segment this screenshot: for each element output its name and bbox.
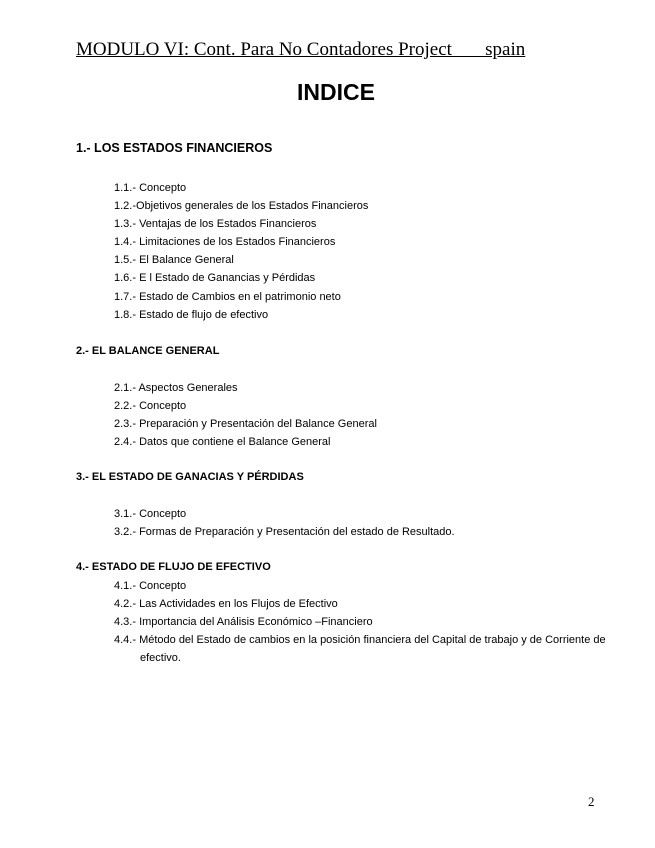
page-number: 2 <box>588 794 595 809</box>
section-heading-3: 3.- EL ESTADO DE GANACIAS Y PÉRDIDAS <box>76 471 304 483</box>
running-header: MODULO VI: Cont. Para No Contadores Project spain <box>76 39 526 60</box>
section-1-items <box>114 179 368 324</box>
section-heading-1: 1.- LOS ESTADOS FINANCIEROS <box>76 141 273 155</box>
toc-item-1-4: 1.4.- Limitaciones de los Estados Financieros <box>114 236 336 249</box>
toc-item-2-1: 2.1.- Aspectos Generales <box>114 382 238 394</box>
toc-item-4-4: 4.4.- Método del Estado de cambios en la posición financiera del Capital de trabajo y de Corriente de efectivo. <box>114 634 606 665</box>
toc-item-4-1: 4.1.- Concepto <box>114 580 187 592</box>
page-title: INDICE <box>297 79 375 105</box>
toc-item-2-3: 2.3.- Preparación y Presentación del Balance General <box>114 418 377 431</box>
toc-item-1-3: 1.3.- Ventajas de los Estados Financieros <box>114 218 317 231</box>
toc-item-2-4: 2.4.- Datos que contiene el Balance General <box>114 436 331 449</box>
section-heading-4: 4.- ESTADO DE FLUJO DE EFECTIVO <box>76 561 271 573</box>
toc-item-4-3: 4.3.- Importancia del Análisis Económico –Financiero <box>114 616 373 629</box>
toc-item-1-6: 1.6.- E l Estado de Ganancias y Pérdidas <box>114 272 316 285</box>
toc-item-1-7: 1.7.- Estado de Cambios en el patrimonio neto <box>114 290 341 303</box>
section-2-items <box>114 379 377 451</box>
toc-item-4-2: 4.2.- Las Actividades en los Flujos de Efectivo <box>114 598 338 611</box>
section-4-items <box>114 577 610 667</box>
toc-item-1-5: 1.5.- El Balance General <box>114 254 234 267</box>
section-3-items <box>114 505 455 541</box>
section-heading-2: 2.- EL BALANCE GENERAL <box>76 345 220 357</box>
toc-item-1-8: 1.8.- Estado de flujo de efectivo <box>114 308 269 321</box>
toc-item-2-2: 2.2.- Concepto <box>114 400 187 413</box>
toc-item-3-1: 3.1.- Concepto <box>114 508 187 520</box>
toc-item-1-2: 1.2.-Objetivos generales de los Estados Financieros <box>114 200 369 213</box>
toc-item-1-1: 1.1.- Concepto <box>114 182 187 194</box>
toc-item-3-2: 3.2.- Formas de Preparación y Presentación del estado de Resultado. <box>114 526 455 539</box>
